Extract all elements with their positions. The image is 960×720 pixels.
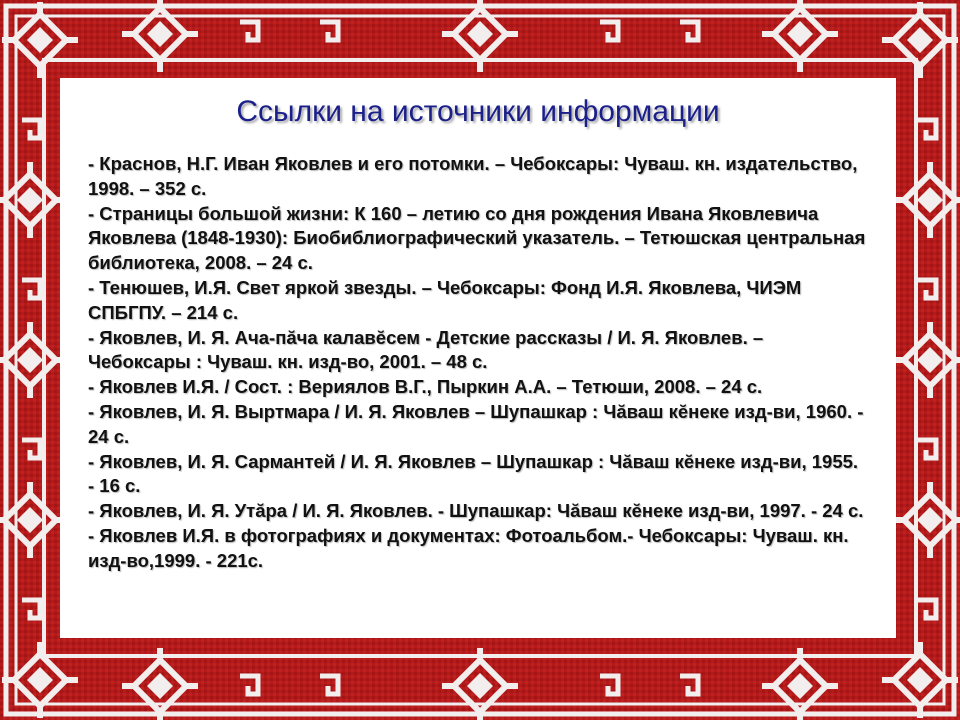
- reference-item: - Тенюшев, И.Я. Свет яркой звезды. – Чебоксары: Фонд И.Я. Яковлева, ЧИЭМ СПБГПУ. – 214 с.: [88, 276, 802, 323]
- reference-item: - Страницы большой жизни: К 160 – летию со дня рождения Ивана Яковлевича Яковлева (1848-1930): Биобиблиографический указатель. – Тетюшская центральная библиотека, 2008. – 24 с.: [88, 202, 866, 274]
- references-panel: [60, 78, 896, 638]
- reference-item: - Яковлев, И. Я. Утăра / И. Я. Яковлев. - Шупашкар: Чăваш кĕнеке изд-ви, 1997. - 24 с.: [88, 500, 864, 522]
- reference-item: - Яковлев, И. Я. Сармантей / И. Я. Яковлев – Шупашкар : Чăваш кĕнеке изд-ви, 1955. - 16 с.: [88, 450, 859, 497]
- reference-item: - Яковлев И.Я. / Сост. : Вериялов В.Г., Пыркин А.А. – Тетюши, 2008. – 24 с.: [88, 376, 763, 398]
- reference-item: - Яковлев, И. Я. Ача-пăча калавĕсем - Детские рассказы / И. Я. Яковлев. – Чебоксары : Чуваш. кн. изд-во, 2001. – 48 с.: [88, 326, 764, 373]
- reference-item: - Краснов, Н.Г. Иван Яковлев и его потомки. – Чебоксары: Чуваш. кн. издательство, 1998. – 352 с.: [88, 153, 858, 199]
- reference-item: - Яковлев, И. Я. Выртмара / И. Я. Яковлев – Шупашкар : Чăваш кĕнеке изд-ви, 1960. - 24 с.: [88, 400, 864, 447]
- references-list: [88, 152, 868, 574]
- reference-item: - Яковлев И.Я. в фотографиях и документах: Фотоальбом.- Чебоксары: Чуваш. кн. изд-во,1999. - 221с.: [88, 524, 849, 571]
- slide-title: Ссылки на источники информации: [236, 95, 720, 128]
